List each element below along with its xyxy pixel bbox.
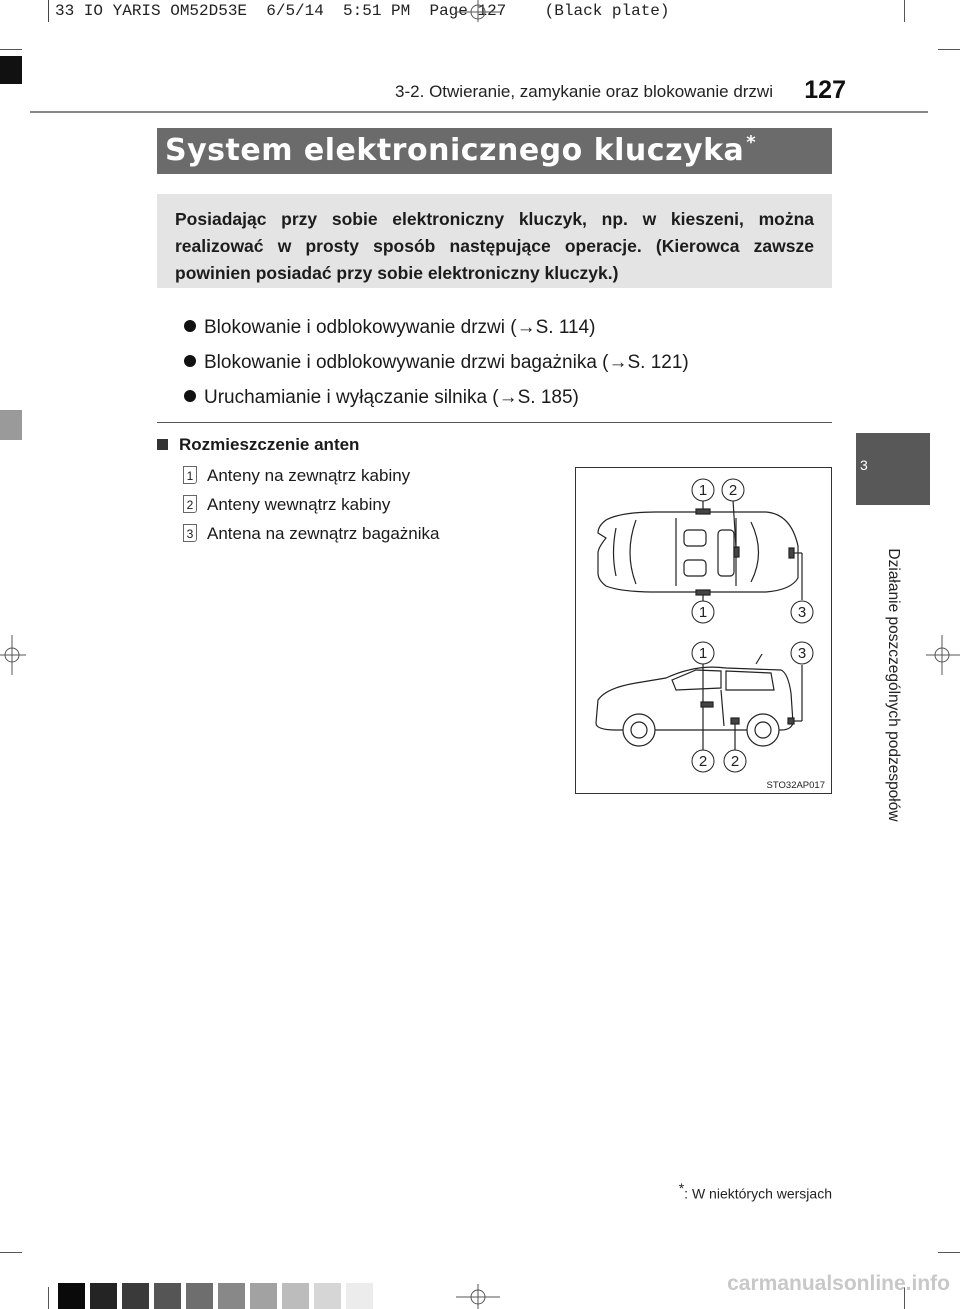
section-side-label: Działanie poszczególnych podzespołów xyxy=(885,548,902,822)
color-swatch xyxy=(58,1283,85,1309)
print-color-bar xyxy=(58,1283,378,1309)
page-ref-link[interactable]: S. 185) xyxy=(517,387,579,408)
list-item xyxy=(184,380,689,415)
operations-list xyxy=(184,310,689,415)
car-diagram xyxy=(576,468,831,793)
bullet-icon xyxy=(184,320,196,332)
crop-mark xyxy=(938,1252,960,1253)
subsection-heading-text: Rozmieszczenie anten xyxy=(179,435,360,454)
callout-label: 2 xyxy=(728,482,738,499)
color-swatch xyxy=(218,1283,245,1309)
legend-item xyxy=(183,494,390,516)
registration-mark-top xyxy=(456,0,500,22)
color-swatch xyxy=(154,1283,181,1309)
list-item xyxy=(184,310,689,345)
bleed-block-black xyxy=(0,56,22,84)
color-swatch xyxy=(346,1283,373,1309)
car-top-view xyxy=(598,512,798,592)
legend-item xyxy=(183,465,410,487)
callout-badge: 3 xyxy=(183,524,197,542)
color-swatch xyxy=(186,1283,213,1309)
bullet-text: Blokowanie i odblokowywanie drzwi ( xyxy=(204,317,517,338)
callout-label: 2 xyxy=(698,753,708,770)
registration-mark-right xyxy=(926,635,960,675)
section-number: 3 xyxy=(860,457,868,473)
footnote xyxy=(679,1180,832,1202)
bleed-block-grey xyxy=(0,410,22,440)
arrow-right-icon: → xyxy=(498,387,518,408)
page-ref-link[interactable]: S. 114) xyxy=(535,317,596,338)
callout-label: 1 xyxy=(698,482,708,499)
registration-mark-bottom xyxy=(456,1284,500,1309)
section-tab xyxy=(856,433,930,505)
crop-mark xyxy=(904,0,905,22)
print-slug: 33 IO YARIS OM52D53E 6/5/14 5:51 PM Page 127 (Black plate) xyxy=(48,0,670,22)
running-head: 3-2. Otwieranie, zamykanie oraz blokowanie drzwi xyxy=(395,82,773,101)
bullet-icon xyxy=(184,390,196,402)
title-asterisk: * xyxy=(746,132,757,153)
subsection-heading xyxy=(157,435,359,455)
crop-mark xyxy=(0,1252,22,1253)
bullet-text: Uruchamianie i wyłączanie silnika ( xyxy=(204,387,499,408)
crop-mark xyxy=(938,49,960,50)
crop-mark xyxy=(48,1287,49,1309)
callout-badge: 2 xyxy=(183,495,197,513)
registration-mark-left xyxy=(0,635,26,675)
antenna-location-figure xyxy=(575,467,832,794)
legend-item xyxy=(183,523,440,545)
callout-label: 2 xyxy=(730,753,740,770)
legend-label: Anteny wewnątrz kabiny xyxy=(207,495,391,514)
intro-box: Posiadając przy sobie elektroniczny kluczyk, np. w kieszeni, można realizować w prosty sposób następujące operacje. (Kierowca zawsze powinien posiadać przy sobie elektroniczny kluczyk.) xyxy=(157,194,832,288)
callout-label: 1 xyxy=(698,645,708,662)
header-rule xyxy=(30,111,928,113)
arrow-right-icon: → xyxy=(516,317,536,338)
callout-badge: 1 xyxy=(183,466,197,484)
bullet-icon xyxy=(184,355,196,367)
footnote-text: : W niektórych wersjach xyxy=(684,1185,832,1202)
section-divider xyxy=(157,422,832,423)
page-number: 127 xyxy=(804,76,846,104)
legend-label: Antena na zewnątrz bagażnika xyxy=(207,524,440,543)
arrow-right-icon: → xyxy=(608,352,628,373)
square-bullet-icon xyxy=(157,439,168,450)
watermark: carmanualsonline.info xyxy=(727,1272,950,1295)
page-ref-link[interactable]: S. 121) xyxy=(627,352,689,373)
figure-code: STO32AP017 xyxy=(766,780,825,791)
crop-mark xyxy=(0,49,22,50)
bullet-text: Blokowanie i odblokowywanie drzwi bagażnika ( xyxy=(204,352,609,373)
callout-label: 3 xyxy=(797,604,807,621)
page-title xyxy=(157,128,832,174)
page-title-text: System elektronicznego kluczyka xyxy=(165,133,745,168)
color-swatch xyxy=(314,1283,341,1309)
footnote-asterisk: * xyxy=(678,1180,685,1196)
callout-label: 3 xyxy=(797,645,807,662)
color-swatch xyxy=(90,1283,117,1309)
callout-label: 1 xyxy=(698,604,708,621)
color-swatch xyxy=(122,1283,149,1309)
color-swatch xyxy=(250,1283,277,1309)
color-swatch xyxy=(282,1283,309,1309)
legend-label: Anteny na zewnątrz kabiny xyxy=(207,466,411,485)
list-item xyxy=(184,345,689,380)
